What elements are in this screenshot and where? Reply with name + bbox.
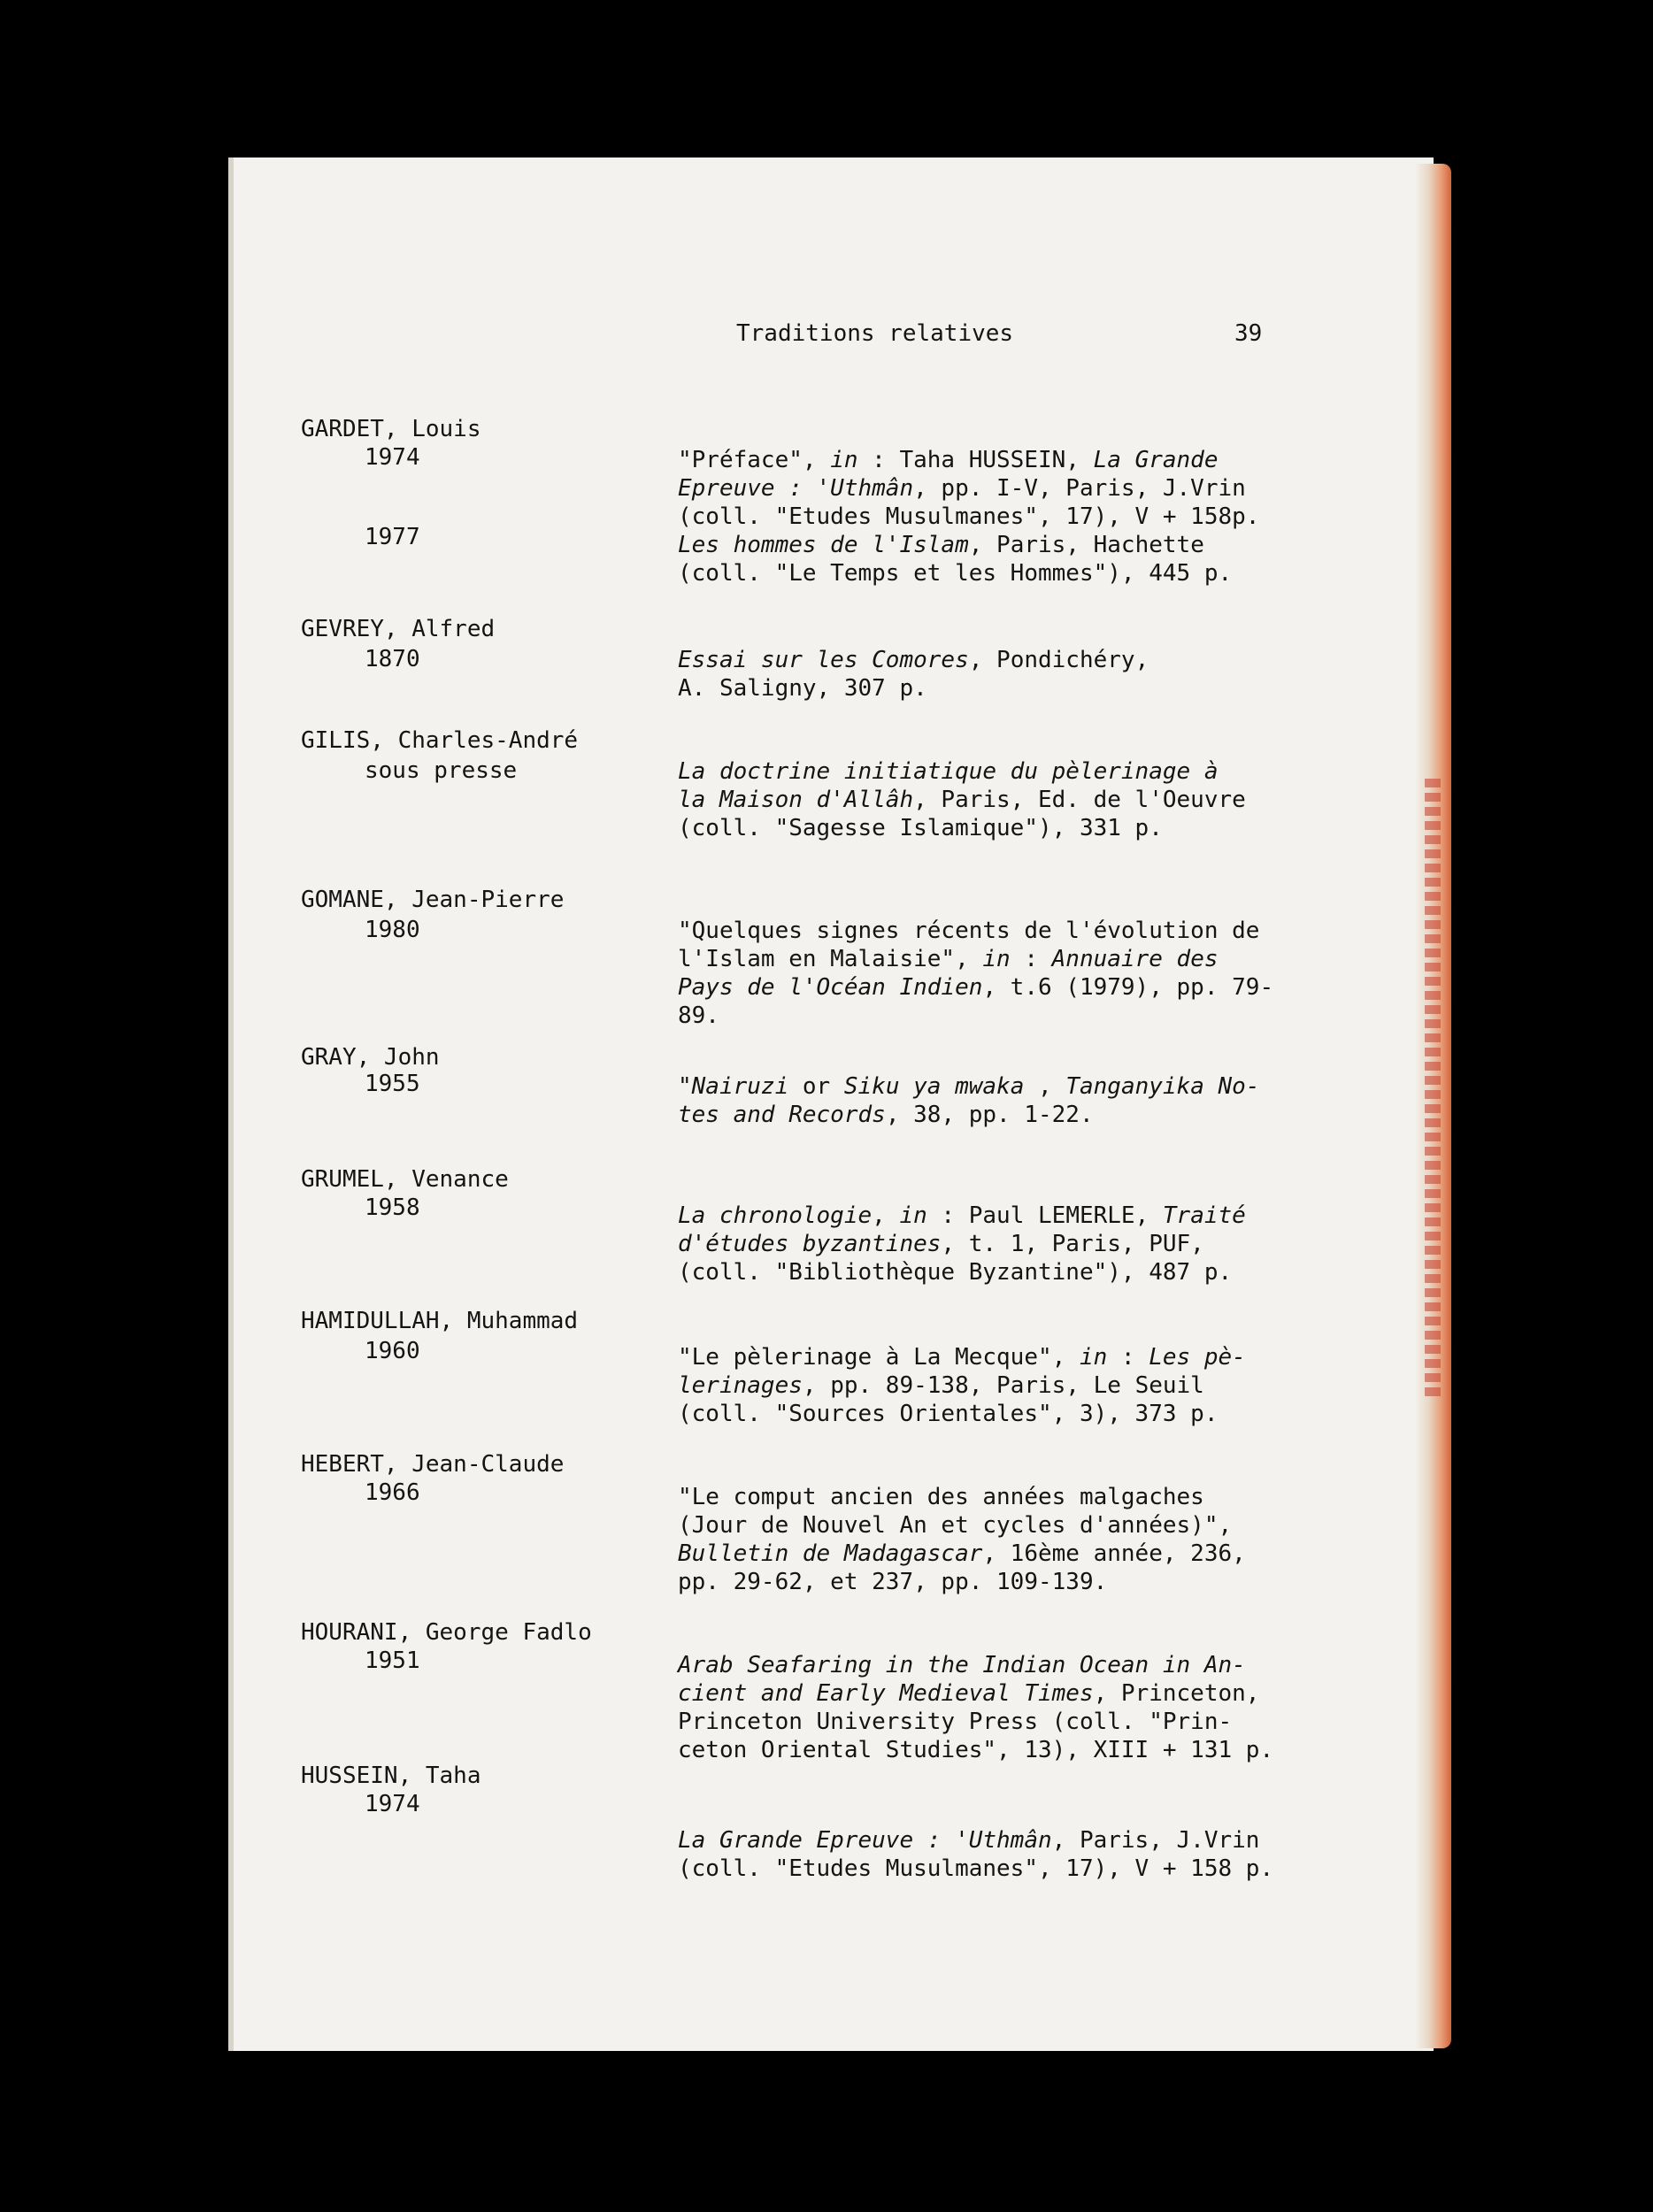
reference-text: , Pondichéry, [968, 647, 1149, 673]
reference-line [678, 757, 1288, 786]
entry-year: 1974 [365, 1791, 420, 1817]
reference-line [678, 1736, 1288, 1764]
entry-year: 1980 [365, 917, 420, 943]
reference-text: " [678, 1073, 692, 1100]
entry-year: 1960 [365, 1338, 420, 1364]
reference-text: , [872, 1202, 900, 1229]
entry-author: GILIS, Charles-André [301, 727, 579, 754]
entry-reference [678, 1826, 1288, 1883]
reference-italic-text: Epreuve : 'Uthmân [678, 475, 914, 502]
reference-line [678, 1202, 1288, 1230]
reference-italic-text: Bulletin de Madagascar [678, 1540, 983, 1567]
entry-author: GEVREY, Alfred [301, 616, 496, 642]
reference-text: , Princeton, [1093, 1680, 1260, 1707]
reference-text: (coll. "Le Temps et les Hommes"), 445 p. [678, 560, 1233, 587]
reference-line [678, 1855, 1288, 1883]
reference-line [678, 1540, 1288, 1568]
reference-text: : [1107, 1344, 1149, 1371]
entry-year: 1977 [365, 524, 420, 550]
reference-line [678, 1568, 1288, 1596]
reference-italic-text: cient and Early Medieval Times [678, 1680, 1094, 1707]
reference-italic-text: Les hommes de l'Islam [678, 532, 969, 558]
reference-text: 89. [678, 1002, 719, 1029]
reference-text: : [1010, 946, 1052, 972]
reference-line [678, 1826, 1288, 1855]
reference-line [678, 1679, 1288, 1708]
reference-line [678, 446, 1288, 474]
entry-author: HEBERT, Jean-Claude [301, 1451, 565, 1478]
reference-italic-text: Siku ya mwaka [843, 1073, 1025, 1100]
entry-year: 1870 [365, 646, 420, 672]
reference-line [678, 1101, 1288, 1129]
reference-line [678, 559, 1288, 588]
reference-text: , pp. 89-138, Paris, Le Seuil [802, 1372, 1204, 1399]
reference-line [678, 1483, 1288, 1511]
entry-author: GRAY, John [301, 1044, 440, 1071]
page-edge-bleed-through [1425, 779, 1441, 1398]
reference-line [678, 1230, 1288, 1258]
reference-italic-text: La Grande [1093, 447, 1219, 473]
entry-reference [678, 646, 1288, 703]
entry-author: HAMIDULLAH, Muhammad [301, 1308, 579, 1334]
reference-line [678, 474, 1288, 503]
reference-text: or [788, 1073, 844, 1100]
reference-text: "Le comput ancien des années malgaches [678, 1484, 1204, 1510]
entry-author: GARDET, Louis [301, 416, 481, 442]
reference-line [678, 1400, 1288, 1428]
reference-italic-text: lerinages [678, 1372, 803, 1399]
reference-italic-text: Tanganyika No- [1065, 1073, 1260, 1100]
reference-text: , Paris, Ed. de l'Oeuvre [913, 787, 1246, 813]
page-number: 39 [1234, 320, 1263, 347]
reference-italic-text: La doctrine initiatique du pèlerinage à [678, 758, 1219, 785]
reference-line [678, 1002, 1288, 1030]
reference-text: "Le pèlerinage à La Mecque", [678, 1344, 1080, 1371]
reference-italic-text: La chronologie [678, 1202, 873, 1229]
reference-italic-text: in [1079, 1344, 1108, 1371]
reference-italic-text: tes and Records [678, 1102, 886, 1128]
reference-italic-text: Les pè- [1149, 1344, 1246, 1371]
reference-text: (coll. "Etudes Musulmanes", 17), V + 158p. [678, 503, 1260, 530]
running-title: Traditions relatives [736, 320, 1014, 347]
reference-text: pp. 29-62, et 237, pp. 109-139. [678, 1569, 1108, 1595]
entry-year: 1958 [365, 1194, 420, 1221]
entry-reference [678, 1072, 1288, 1129]
reference-text: "Préface", [678, 447, 831, 473]
reference-text: , 38, pp. 1-22. [885, 1102, 1094, 1128]
reference-line [678, 973, 1288, 1002]
entry-author: HUSSEIN, Taha [301, 1763, 481, 1789]
entry-reference [678, 1651, 1288, 1764]
reference-line [678, 945, 1288, 973]
entry-year: 1955 [365, 1071, 420, 1097]
reference-line [678, 674, 1288, 703]
entry-reference [678, 446, 1288, 588]
reference-italic-text: la Maison d'Allâh [678, 787, 914, 813]
reference-italic-text: in [830, 447, 858, 473]
reference-text: (coll. "Sources Orientales", 3), 373 p. [678, 1401, 1219, 1427]
reference-line [678, 814, 1288, 842]
reference-text: (coll. "Bibliothèque Byzantine"), 487 p. [678, 1259, 1233, 1286]
reference-line [678, 1072, 1288, 1101]
entry-author: GOMANE, Jean-Pierre [301, 887, 565, 913]
reference-italic-text: Annuaire des [1051, 946, 1219, 972]
reference-line [678, 1651, 1288, 1679]
reference-line [678, 646, 1288, 674]
reference-text: , Paris, Hachette [968, 532, 1204, 558]
entry-author: GRUMEL, Venance [301, 1166, 509, 1193]
reference-line [678, 1511, 1288, 1540]
reference-italic-text: d'études byzantines [678, 1231, 942, 1257]
reference-text: : Paul LEMERLE, [926, 1202, 1163, 1229]
entry-reference [678, 917, 1288, 1030]
reference-italic-text: Nairuzi [691, 1073, 789, 1100]
reference-text: : Taha HUSSEIN, [857, 447, 1094, 473]
reference-italic-text: La Grande Epreuve : 'Uthmân [678, 1827, 1052, 1854]
entry-reference [678, 1483, 1288, 1596]
reference-italic-text: in [982, 946, 1011, 972]
reference-italic-text: in [899, 1202, 927, 1229]
entry-year: 1951 [365, 1647, 420, 1674]
reference-italic-text: Traité [1162, 1202, 1246, 1229]
reference-line [678, 1708, 1288, 1736]
reference-line [678, 1371, 1288, 1400]
reference-text: , [1024, 1073, 1066, 1100]
reference-text: l'Islam en Malaisie", [678, 946, 983, 972]
reference-italic-text: Essai sur les Comores [678, 647, 969, 673]
entry-reference [678, 1202, 1288, 1286]
entry-reference [678, 1343, 1288, 1428]
entry-author: HOURANI, George Fadlo [301, 1619, 592, 1646]
entry-year: 1974 [365, 444, 420, 471]
entry-reference [678, 757, 1288, 842]
reference-italic-text: Pays de l'Océan Indien [678, 974, 983, 1001]
reference-text: Princeton University Press (coll. "Prin- [678, 1709, 1233, 1735]
reference-text: , pp. I-V, Paris, J.Vrin [913, 475, 1246, 502]
reference-text: , 16ème année, 236, [982, 1540, 1246, 1567]
entry-year: sous presse [365, 757, 518, 784]
reference-text: , t. 1, Paris, PUF, [941, 1231, 1204, 1257]
reference-italic-text: Arab Seafaring in the Indian Ocean in An- [678, 1652, 1246, 1678]
reference-text: ceton Oriental Studies", 13), XIII + 131 p. [678, 1737, 1274, 1763]
reference-line [678, 786, 1288, 814]
reference-text: , t.6 (1979), pp. 79- [982, 974, 1274, 1001]
reference-line [678, 1258, 1288, 1286]
reference-text: (coll. "Sagesse Islamique"), 331 p. [678, 815, 1163, 841]
reference-text: "Quelques signes récents de l'évolution de [678, 918, 1260, 944]
reference-text: (Jour de Nouvel An et cycles d'années)", [678, 1512, 1233, 1539]
reference-line [678, 503, 1288, 531]
reference-text: , Paris, J.Vrin [1051, 1827, 1260, 1854]
reference-text: A. Saligny, 307 p. [678, 675, 927, 702]
reference-line [678, 917, 1288, 945]
reference-line [678, 1343, 1288, 1371]
reference-line [678, 531, 1288, 559]
reference-text: (coll. "Etudes Musulmanes", 17), V + 158 p. [678, 1855, 1274, 1882]
entry-year: 1966 [365, 1479, 420, 1506]
